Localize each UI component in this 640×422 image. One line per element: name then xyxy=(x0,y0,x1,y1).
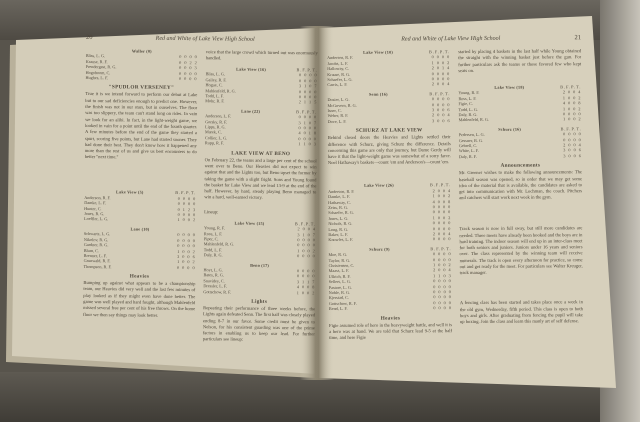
table-row: Zeiss, R. G. 0 0 0 0 xyxy=(328,204,452,210)
section-heading: LAKE VIEW AT BENO xyxy=(231,150,291,157)
table-row: Collier, L. G. 0 0 0 0 xyxy=(204,135,317,142)
section-heading: SCHURZ AT LAKE VIEW xyxy=(355,127,423,135)
table-heading: Lake View (10) xyxy=(363,49,393,55)
box-score-table: Lake View (15) B.F.P.T. Young, R. F. 2 0 0 4 Roos, L. F. 3 1 0 7 Piper, C. 0 0 0 0 Mahlenfeld, R. G. 0 0 0 0 Todd, L. F. 1 0 0 2 Daly, R. G. 0 0 0 0 xyxy=(203,220,317,259)
running-head: Red and White of Lake View High School xyxy=(401,35,501,43)
right-column-2 xyxy=(458,48,583,347)
table-row: Hunter, C. 0 1 2 3 xyxy=(84,205,197,212)
box-score-table: Lake View (5) B.F.P.T. Anderson, R. F. 0 0 0 0 Damke, L. F. 0 0 0 0 Hunter, C. 0 1 2 3 Jones, R. G. 0 0 0 0 Loeffler, L. G. 1 0 0 2 xyxy=(84,189,197,223)
paragraph: Mr. Greener wishes to make the following announcements: The baseball season was opened, so in order that we may get some idea of the material that is available, the candidates are asked to get into communication with Mr. Lochman, the coach. Pitchers and catchers will start work next week in the gym. xyxy=(458,169,583,201)
section-heading: Announcements xyxy=(500,162,541,170)
box-score-table xyxy=(86,48,198,82)
table-row: Todd, L. G. 1 0 0 2 xyxy=(458,105,582,112)
table-row: Hughes, L. F. 0 0 0 0 xyxy=(85,75,198,82)
box-score-table xyxy=(84,226,196,270)
table-row: Damke, L. F. 1 0 0 2 xyxy=(328,193,452,200)
table-heading: Lake View (15) xyxy=(234,220,265,226)
table-row: McGovern, R. G. 0 0 0 0 xyxy=(327,101,451,108)
table-row: Loeffler, L. G. 1 0 0 2 xyxy=(84,216,197,223)
table-row: Ross, L. F. 1 0 0 2 xyxy=(458,95,582,101)
table-row: Anderson, R. F. 2 0 0 4 xyxy=(328,187,452,194)
table-heading: Senn (16) xyxy=(368,91,388,97)
table-row: Schaefer, L. G. 0 0 0 0 xyxy=(327,76,451,83)
paragraph: True it is we intend forward to perform our debut at Lake but to our sad deficiencies enough to predict one. However, the finish was not in our stars, but in ourselves. The floor was too slippery, the team can't stand long on rides. In vain we look for an alibi. In fact, in the light-weight game, we looked in vain for a point until the end of the fourth quarter. A few minutes before the end of the game they started a spurt, scoring five points, but Lane had started sooner. They had done their best. They don't know how it happened any more than the rest of us and give us best encounters to do better "next time." xyxy=(84,91,198,160)
table-row: Isner, C. 3 0 0 6 xyxy=(327,107,451,114)
box-score-table: Schurz (16) B.F.P.T. Pedersen, L. G. 0 0 0 0 Gessner, R. G. 0 0 0 0 Gebrell, C. 2 0 0 4 White, L. F. 3 0 0 6 Daly, R. F. 3 0 0 6 xyxy=(458,126,582,159)
table-heading: Lake View (16) xyxy=(236,66,267,72)
table-row: Brenner, L. F. 3 0 0 6 xyxy=(83,252,196,260)
table-row: Noble, R. G. 0 0 0 0 xyxy=(328,289,452,295)
table-row: Grunwald, R. F. 1 0 0 2 xyxy=(83,258,196,265)
table-row: Andersen, R. F. 0 0 0 0 xyxy=(327,54,451,61)
page-number: 21 xyxy=(574,34,582,42)
table-row: Jacobs, L. F. 1 0 0 2 xyxy=(327,59,451,66)
paragraph: Track season is now in full sway, but still more candidates are needed. Three meets have already been booked and the boys are in hard training. The indoor season will end up in an inter-class meet for both seniors and juniors. Juniors under 16 years and seniors over. The class represented by the winning team will receive numerals. The track is open every afternoon for practice, so come out and get ready for the meet. For particulars see Walter Kreuger, track manager. xyxy=(459,225,583,276)
table-row: Gottschow, R. F. 1 0 0 2 xyxy=(203,288,316,295)
table-row: Hogue, C. 3 1 0 7 xyxy=(205,82,318,89)
paragraph: A fencing class has been started and takes place once a week in the old gym, Wednesday, fifth period. This class is open to both boys and girls. After graduating from fencing the pupil will take up boxing. Join the class and learn this manly art of self defense. xyxy=(459,299,583,325)
table-row: Rupp, R. F. 1 1 0 3 xyxy=(204,140,317,147)
table-row: Pedersen, L. G. 0 0 0 0 xyxy=(458,131,582,138)
section-heading: Lights xyxy=(251,298,268,305)
paragraph: voice that the large crowd which turned out was enormously handled. xyxy=(205,49,318,61)
left-column-1 xyxy=(83,48,198,345)
paragraph: Repeating their performance of three weeks before, the Lights again defeated Senn. The first half was closely played ending 8-7 in our favor. Some credit must be given to Nelson, for his consistent guarding was one of the prime factors in enabling us to keep our lead. For further particulars see lineup: xyxy=(202,305,316,343)
table-heading: Lake View (5) xyxy=(116,189,144,196)
table-row: Bend, L. F. 0 0 0 0 xyxy=(328,305,452,312)
table-row: Schwartz, L. G. 0 0 0 0 xyxy=(83,231,196,238)
table-row: Dove, L. F. 3 0 0 6 xyxy=(327,118,451,124)
table-row: Nikolov, R. G. 0 0 0 0 xyxy=(83,236,196,243)
table-row: Kjerstad, C. 0 0 0 0 xyxy=(328,294,452,301)
table-row: Maass, L. F. 2 0 0 4 xyxy=(328,267,452,274)
box-score-table xyxy=(203,262,315,296)
table-row: Dressler, L. F. 4 0 0 8 xyxy=(203,283,316,290)
page-number: 20 xyxy=(85,34,93,42)
table-row: Bliss, L. G. 0 0 0 0 xyxy=(85,53,198,60)
table-row: Lipps, R. G. 0 0 0 0 xyxy=(205,124,318,131)
section-heading: "SPUDLOR VERSENEY" xyxy=(108,84,175,92)
table-row: Blum, C. 1 0 0 2 xyxy=(83,247,196,254)
table-row: Hathaway, C. 4 0 0 8 xyxy=(328,198,452,205)
box-score-table: Lane (22) B.F.P.T. Anderson, L. F. 0 0 0 0 Gorsky, R. F. 3 1 0 7 Lipps, R. G. 0 0 0 0 Marek, C. 4 0 1 8 Collier, L. G. 0 0 0 0 Rupp, R. F. 1 1 0 3 xyxy=(204,108,318,147)
box-score-table: Lake View (16) B.F.P.T. Bliss, L. G. 0 0 0 0 Gailey, R. F. 0 0 0 0 Hogue, C. 3 1 0 7 Mahlenfeld, R. G. 0 0 0 0 Todd, L. F. 0 0 0 0 Mohr, R. F. 2 1 1 5 xyxy=(205,66,318,105)
table-row: Weber, R. F. 2 0 0 4 xyxy=(327,112,451,119)
paragraph: Behind closed doors the Heavies and Lights settled their difference with Schurz, giving Schurz the difference. Details concerning this game are only that journey, but Dame Gerdy will have it that the light-weight game was somewhat of a sorry farce. Noel Hathaway's baskets—count 'em and Anderson's—count 'em. xyxy=(327,134,451,166)
table-row: Thompson, R. F. 0 0 0 0 xyxy=(83,263,196,270)
table-row: Mohr, R. F. 2 1 1 5 xyxy=(205,98,318,105)
table-row: Young, R. F. 2 0 0 4 xyxy=(458,89,582,96)
table-row: Baker, L. F. 2 0 0 4 xyxy=(328,231,452,237)
table-row: Long, R. G. 0 0 0 0 xyxy=(328,225,452,232)
table-row: Marek, C. 4 0 1 8 xyxy=(204,129,317,136)
table-row: Daly, R. G. 0 0 0 0 xyxy=(203,252,316,259)
table-row: Bliss, L. G. 0 0 0 0 xyxy=(205,71,318,78)
table-row: Sellers, L. G. 0 0 0 0 xyxy=(328,278,452,285)
table-row: Moe, R. G. 0 0 0 0 xyxy=(328,251,452,258)
section-heading: Heavies xyxy=(129,273,150,280)
table-row: Ullrich, R. F. 1 1 0 3 xyxy=(328,272,452,279)
table-row: Schaefer, R. G. 0 0 0 0 xyxy=(328,209,452,216)
right-column-1 xyxy=(327,49,452,348)
running-header xyxy=(86,34,318,46)
paragraph: Figie assumed role of hero in the heavyweight battle, and well it is a hero was at hand. We are told that Schurz lead 9-5 at the half time, and here Figie xyxy=(329,321,453,341)
table-heading: Lane (10) xyxy=(130,226,150,232)
table-row: Krause, R. G. 0 0 0 0 xyxy=(327,70,451,77)
table-row: Todd, L. F. 0 0 0 0 xyxy=(205,93,318,100)
table-row: Pastore, L. G. 0 0 0 0 xyxy=(328,283,452,290)
table-heading: Lake View (18) xyxy=(494,84,525,90)
paragraph: On February 22, the teams and a large per cent of the school went over to Beno. Our Heavies did not expect to win against that and the Lights too, but Beno upset the former by taking the game with a slight fright. Sons and Young found the basket for Lake View and we lead 13-9 at the end of the half. However, by hard, steady playing Beno managed to win a hard, well-earned victory. xyxy=(204,156,317,201)
box-score-table: Lake View (18) B.F.P.T. Young, R. F. 2 0 0 4 Ross, L. F. 1 0 0 2 Figie, C. 4 0 0 8 Todd, L. G. 1 0 0 2 Daly, R. G. 0 0 0 0 Mahlenfeld, R. G. 1 0 0 2 xyxy=(458,84,582,123)
table-row: Hogoboom, C. 0 0 0 0 xyxy=(85,69,198,76)
table-row: Roos, L. F. 3 1 0 7 xyxy=(203,230,316,237)
table-row: Mahlenfeld, R. G. 1 0 0 2 xyxy=(458,116,582,123)
table-row: Daly, R. G. 0 0 0 0 xyxy=(458,111,582,118)
table-row: Figie, C. 4 0 0 8 xyxy=(458,100,582,107)
table-row: Anderson, R. F. 0 0 0 0 xyxy=(84,194,197,202)
table-row: Snavidey, C. 3 1 1 7 xyxy=(203,277,316,285)
right-page xyxy=(327,34,583,376)
paragraph: Lineup: xyxy=(204,208,219,215)
table-row: Todd, L. F. 1 0 0 2 xyxy=(203,246,316,254)
table-row: Gorsky, R. F. 3 1 0 7 xyxy=(205,118,318,126)
table-row: Jones, L. G. 1 0 0 2 xyxy=(328,214,452,221)
left-column-2 xyxy=(203,49,318,346)
table-row: Prendergast, R. G. 0 0 0 3 xyxy=(85,64,198,71)
paragraph: started by placing 4 baskets in the last half while Young obtained the straight with the winning basket just before the gun. For further particulars ask the teams or those favored few who kept seats on. xyxy=(458,48,582,73)
box-score-table: Senn (16) B.F.P.T. Dozier, L. G. 0 0 0 0 McGovern, R. G. 0 0 0 0 Isner, C. 3 0 0 6 Weber, R. F. 2 0 0 4 Dove, L. F. 3 0 0 6 xyxy=(327,90,451,124)
table-row: White, L. F. 3 0 0 6 xyxy=(458,147,582,154)
table-row: Gessner, R. G. 0 0 0 0 xyxy=(458,136,582,143)
table-row: Christensen, C. 1 0 0 2 xyxy=(328,262,452,268)
paragraph: Bumping up against what appears to be a championship team, our Heavies did very well and the last few minutes of play looked as if they might even have done better. The game was well played and hard fought, although Mahlenfeld missed several free per cent of his free throws. On the home floor we then say things may look better. xyxy=(83,280,196,318)
table-heading: Schurz (9) xyxy=(369,246,390,252)
table-heading: Lake View (26) xyxy=(364,182,394,189)
left-page xyxy=(83,34,318,366)
table-row: Young, R. F. 2 0 0 4 xyxy=(203,225,316,232)
section-heading: Heavies xyxy=(380,315,401,322)
table-row: Knowles, L. F. 0 0 0 0 xyxy=(328,236,452,243)
table-row: Jones, R. G. 0 0 0 0 xyxy=(84,211,197,218)
table-row: Krause, R. F. 0 0 2 2 xyxy=(85,58,198,65)
table-heading: Lane (22) xyxy=(241,108,261,114)
table-heading: Schurz (16) xyxy=(498,126,522,132)
running-header xyxy=(327,34,581,46)
running-head: Red and White of Lake View High School xyxy=(155,35,255,43)
table-row: Daly, R. F. 3 0 0 6 xyxy=(458,153,582,159)
table-row: Anderson, L. F. 0 0 0 0 xyxy=(205,113,318,120)
table-row: Gailey, R. F. 0 0 0 0 xyxy=(205,77,318,84)
table-row: Taylor, R. G. 0 0 0 0 xyxy=(328,256,452,263)
table-row: Carris, L. F. 2 0 0 4 xyxy=(327,81,451,88)
table-row: Gardner, R. G. 0 0 0 0 xyxy=(83,242,196,249)
table-row: Halloway, C. 2 0 1 4 xyxy=(327,65,451,72)
table-row: Damke, L. F. 0 0 0 0 xyxy=(84,200,197,207)
table-row: Bates, R. G. 0 0 0 0 xyxy=(203,272,316,279)
box-score-table: Lake View (26) B.F.P.T. Anderson, R. F. 2 0 0 4 Damke, L. F. 1 0 0 2 Hathaway, C. 4 0 0 8 Zeiss, R. G. 0 0 0 0 Schaefer, R. G. 0 0 0 0 Jones, L. G. 1 0 0 2 Nichols, R. G. 0 0 0 0 Long, R. G. 0 0 0 0 Baker, L. F. 2 0 0 4 Knowles, L. F. 0 0 0 0 xyxy=(328,182,452,243)
table-row: Piper, C. 0 0 0 0 xyxy=(203,236,316,243)
table-heading: Waller (0) xyxy=(131,48,152,54)
table-row: Nichols, R. G. 0 0 0 0 xyxy=(328,220,452,227)
table-row: Hoyt, L. G. 0 0 0 0 xyxy=(203,267,316,274)
box-score-table: Lake View (10) B.F.P.T. Andersen, R. F. 0 0 0 0 Jacobs, L. F. 1 0 0 2 Halloway, C. 2 0 1 4 Krause, R. G. 0 0 0 0 Schaefer, L. G. 0 0 0 0 Carris, L. F. 2 0 0 4 xyxy=(327,49,451,88)
table-heading: Beno (17) xyxy=(250,262,270,268)
table-row: Mahlenfeld, R. G. 0 0 0 0 xyxy=(203,241,316,248)
table-row: Dozier, L. G. 0 0 0 0 xyxy=(327,96,451,103)
table-row: Gebrell, C. 2 0 0 4 xyxy=(458,142,582,149)
box-score-table: Schurz (9) B.F.P.T. Moe, R. G. 0 0 0 0 Taylor, R. G. 0 0 0 0 Christensen, C. 1 0 0 2 Maass, L. F. 2 0 0 4 Ullrich, R. F. 1 1 0 3 Sellers, L. G. 0 0 0 0 Pastore, L. G. 0 0 0 0 Noble, R. G. 0 0 0 0 Kjerstad, C. 0 0 0 0 Gottschow, R. F. 0 0 0 0 Bend, L. F. 0 0 0 0 xyxy=(328,245,452,312)
table-row: Mahlenfeld, R. G. 0 0 0 0 xyxy=(205,87,318,95)
table-row: Gottschow, R. F. 0 0 0 0 xyxy=(328,299,452,306)
